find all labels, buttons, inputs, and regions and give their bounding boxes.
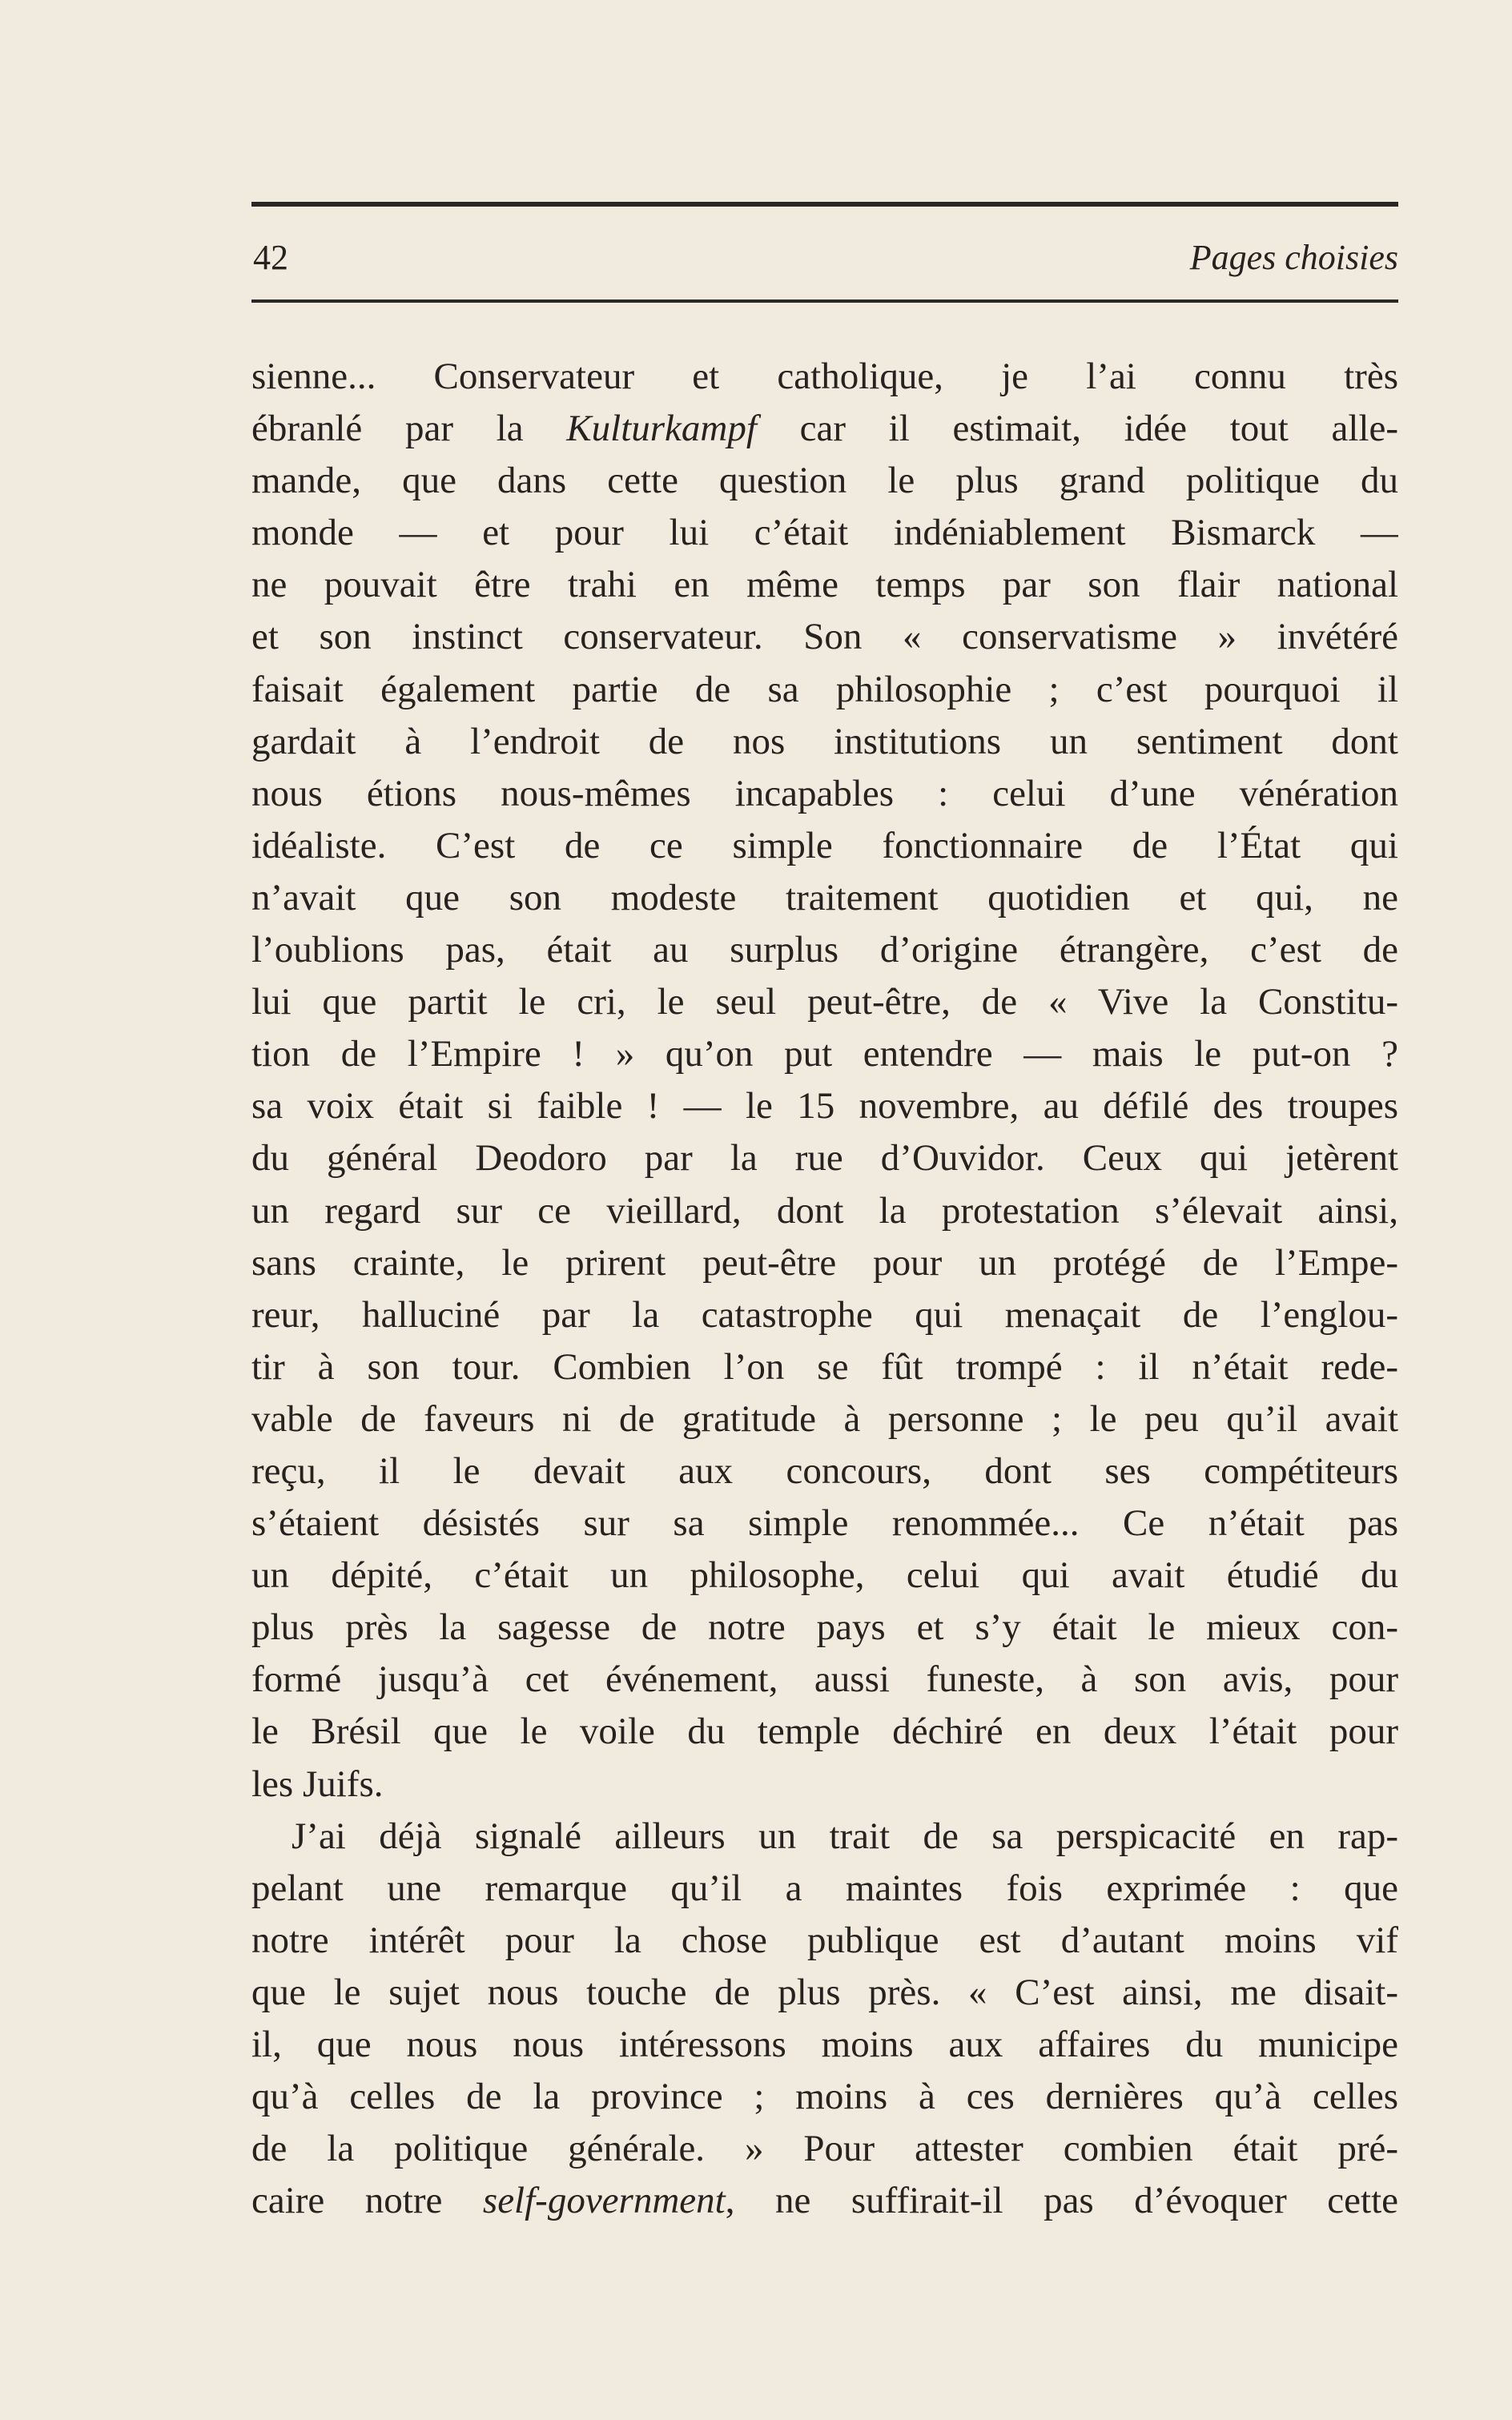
text-line: et son instinct conservateur. Son « conservatisme » invétéré xyxy=(251,616,1398,658)
text-line: il, que nous nous intéressons moins aux affaires du municipe xyxy=(251,2024,1398,2065)
text-line: notre intérêt pour la chose publique est d’autant moins vif xyxy=(251,1919,1398,1961)
text-line: pelant une remarque qu’il a maintes fois exprimée : que xyxy=(251,1867,1398,1909)
text-line: un regard sur ce vieillard, dont la protestation s’élevait ainsi, xyxy=(251,1189,1398,1232)
text-line: ne pouvait être trahi en même temps par son flair national xyxy=(251,564,1398,606)
text-line: nous étions nous-mêmes incapables : celui d’une vénération xyxy=(251,772,1398,814)
text-line: sa voix était si faible ! — le 15 novembre, au défilé des troupes xyxy=(251,1085,1398,1128)
text-line: du général Deodoro par la rue d’Ouvidor. Ceux qui jetèrent xyxy=(251,1137,1398,1180)
text-line: de la politique générale. » Pour attester combien était pré- xyxy=(251,2128,1398,2170)
text-line: vable de faveurs ni de gratitude à personne ; le peu qu’il avait xyxy=(251,1397,1398,1440)
text-line: faisait également partie de sa philosophie ; c’est pourquoi il xyxy=(251,668,1398,710)
text-line: monde — et pour lui c’était indéniablement Bismarck — xyxy=(251,512,1398,554)
text-line: le Brésil que le voile du temple déchiré en deux l’était pour xyxy=(251,1710,1398,1753)
text-line: tion de l’Empire ! » qu’on put entendre — mais le put-on ? xyxy=(251,1033,1398,1075)
text-line: reçu, il le devait aux concours, dont ses compétiteurs xyxy=(251,1449,1398,1492)
text-line: formé jusqu’à cet événement, aussi funeste, à son avis, pour xyxy=(251,1658,1398,1701)
text-line: idéaliste. C’est de ce simple fonctionnaire de l’État qui xyxy=(251,824,1398,866)
page-header xyxy=(251,231,1398,287)
text-line: ébranlé par la Kulturkampf car il estimait, idée tout alle- xyxy=(251,408,1398,450)
body-text xyxy=(251,351,1398,2227)
text-line: reur, halluciné par la catastrophe qui menaçait de l’englou- xyxy=(251,1293,1398,1336)
page-number: 42 xyxy=(253,238,288,277)
text-line: qu’à celles de la province ; moins à ces dernières qu’à celles xyxy=(251,2076,1398,2118)
header-rule-top xyxy=(251,202,1398,207)
header-rule-bottom xyxy=(251,299,1398,303)
text-line: plus près la sagesse de notre pays et s’y était le mieux con- xyxy=(251,1606,1398,1649)
text-line: lui que partit le cri, le seul peut-être, de « Vive la Constitu- xyxy=(251,981,1398,1023)
text-line: caire notre self-government, ne suffirait-il pas d’évoquer cette xyxy=(251,2180,1398,2222)
text-line: tir à son tour. Combien l’on se fût trompé : il n’était rede- xyxy=(251,1345,1398,1388)
text-line: s’étaient désistés sur sa simple renommée... Ce n’était pas xyxy=(251,1502,1398,1545)
text-line: l’oublions pas, était au surplus d’origine étrangère, c’est de xyxy=(251,929,1398,971)
text-line: J’ai déjà signalé ailleurs un trait de sa perspicacité en rap- xyxy=(292,1815,1398,1857)
text-line: sienne... Conservateur et catholique, je l’ai connu très xyxy=(251,356,1398,397)
running-title: Pages choisies xyxy=(1189,238,1398,277)
text-line: un dépité, c’était un philosophe, celui qui avait étudié du xyxy=(251,1554,1398,1597)
text-line: que le sujet nous touche de plus près. « C’est ainsi, me disait- xyxy=(251,1971,1398,2013)
text-line: n’avait que son modeste traitement quotidien et qui, ne xyxy=(251,876,1398,919)
italic-term: self-government xyxy=(482,2180,726,2222)
text-line: mande, que dans cette question le plus grand politique du xyxy=(251,460,1398,502)
italic-term: Kulturkampf xyxy=(566,408,757,450)
text-line: gardait à l’endroit de nos institutions un sentiment dont xyxy=(251,720,1398,762)
text-line: les Juifs. xyxy=(251,1763,384,1805)
text-line: sans crainte, le prirent peut-être pour un protégé de l’Empe- xyxy=(251,1241,1398,1284)
